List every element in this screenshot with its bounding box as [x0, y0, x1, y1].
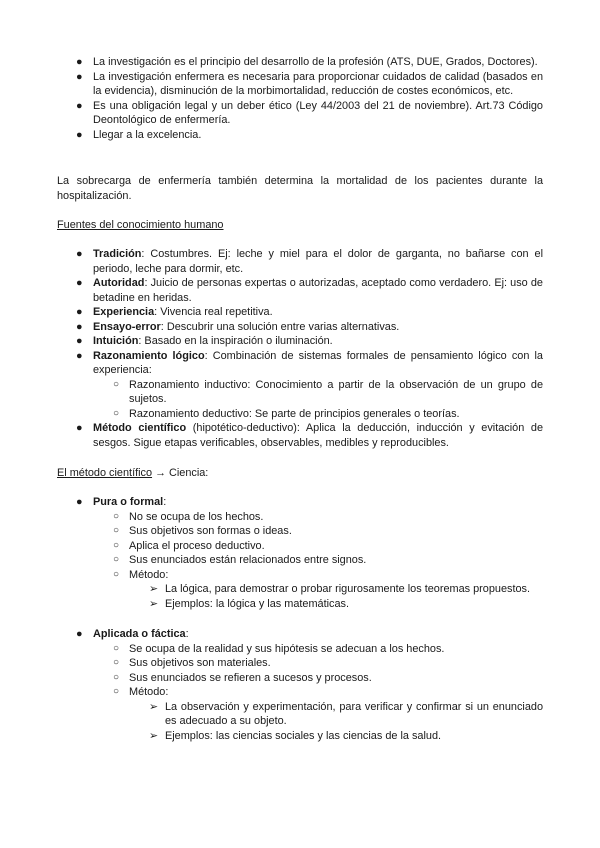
body-paragraph: La sobrecarga de enfermería también determina la mortalidad de los pacientes durante la hospitalización.: [57, 175, 543, 202]
sub-sub-list-item: ➢ Ejemplos: la lógica y las matemáticas.: [149, 597, 350, 610]
list-item: ● Pura o formal:: [76, 496, 167, 508]
list-item: ● Llegar a la excelencia.: [76, 128, 202, 141]
list-item: ● Razonamiento lógico: Combinación de sistemas formales de pensamiento lógico con la experiencia:: [76, 349, 543, 376]
list-item: ● La investigación es el principio del desarrollo de la profesión (ATS, DUE, Grados, Doctores).: [76, 56, 538, 68]
circle-bullet-icon: ○: [113, 510, 120, 522]
bullet-icon: ●: [76, 320, 83, 333]
circle-bullet-icon: ○: [113, 671, 120, 683]
bullet-icon: ●: [76, 349, 83, 362]
circle-bullet-icon: ○: [113, 525, 120, 536]
bullet-icon: ●: [76, 306, 83, 318]
sub-list-item: ○ Sus objetivos son materiales.: [113, 657, 271, 669]
bullet-icon: ●: [76, 99, 83, 112]
circle-bullet-icon: ○: [113, 378, 120, 390]
circle-bullet-icon: ○: [113, 554, 120, 565]
circle-bullet-icon: ○: [113, 539, 120, 551]
bullet-icon: ●: [76, 128, 83, 141]
sub-list-item: ○ Sus enunciados están relacionados entre signos.: [113, 554, 367, 566]
sub-list-item: ○ Razonamiento inductivo: Conocimiento a partir de la observación de un grupo de sujetos.: [113, 378, 543, 405]
circle-bullet-icon: ○: [113, 642, 120, 654]
bullet-icon: ●: [76, 628, 83, 640]
arrow-bullet-icon: ➢: [149, 583, 159, 595]
list-item: ● Método científico (hipotético-deductivo): Aplica la deducción, inducción y evitación de sesgos. Sigue etapas verificables, observables, medibles y reproducibles.: [76, 422, 543, 449]
arrow-bullet-icon: ➢: [149, 597, 159, 610]
list-item: ● Es una obligación legal y un deber ético (Ley 44/2003 del 21 de noviembre). Art.73 Código Deontológico de enfermería.: [76, 99, 543, 126]
sub-list-item: ○ Se ocupa de la realidad y sus hipótesis se adecuan a los hechos.: [113, 642, 445, 655]
sub-list-item: ○ Sus enunciados se refieren a sucesos y procesos.: [113, 671, 372, 684]
list-item: ● Intuición: Basado en la inspiración o iluminación.: [76, 335, 333, 347]
circle-bullet-icon: ○: [113, 686, 120, 697]
bullet-icon: ●: [76, 56, 83, 68]
sub-sub-list-item: ➢ La observación y experimentación, para verificar y confirmar si un enunciado es adecuado a su objeto.: [149, 700, 543, 727]
section-heading-metodo: El método científico → Ciencia:: [57, 467, 209, 479]
sub-list-item: ○ Método:: [113, 568, 169, 581]
sub-list-item: ○ Aplica el proceso deductivo.: [113, 539, 265, 552]
sub-list-item: ○ Sus objetivos son formas o ideas.: [113, 525, 292, 537]
circle-bullet-icon: ○: [113, 568, 120, 580]
aplicada-list: [57, 627, 543, 743]
bullet-icon: ●: [76, 335, 83, 347]
section-heading-fuentes: Fuentes del conocimiento humano: [57, 219, 224, 231]
arrow-bullet-icon: ➢: [149, 700, 159, 713]
sub-sub-list-item: ➢ La lógica, para demostrar o probar rigurosamente los teoremas propuestos.: [149, 583, 531, 595]
pura-list: [57, 495, 543, 611]
bullet-icon: ●: [76, 496, 83, 508]
list-item: ● Aplicada o fáctica:: [76, 628, 189, 640]
fuentes-list: [57, 247, 543, 450]
list-item: ● Tradición: Costumbres. Ej: leche y miel para el dolor de garganta, no bañarse con el periodo, leche para dormir, etc.: [76, 248, 543, 275]
bullet-icon: ●: [76, 70, 83, 83]
list-item: ● Experiencia: Vivencia real repetitiva.: [76, 306, 273, 318]
list-item: ● Ensayo-error: Descubrir una solución entre varias alternativas.: [76, 320, 400, 333]
circle-bullet-icon: ○: [113, 657, 120, 668]
sub-sub-list-item: ➢ Ejemplos: las ciencias sociales y las ciencias de la salud.: [149, 729, 442, 742]
arrow-bullet-icon: ➢: [149, 729, 159, 742]
list-item: ● Autoridad: Juicio de personas expertas o autorizadas, aceptado como verdadero. Ej: uso de betadine en heridas.: [76, 277, 543, 304]
bullet-icon: ●: [76, 248, 83, 260]
intro-list: [57, 55, 543, 142]
list-item: ● La investigación enfermera es necesaria para proporcionar cuidados de calidad (basados en la evidencia), disminución de la morbimortalidad, reducción de costes económicos, etc.: [76, 70, 543, 97]
circle-bullet-icon: ○: [113, 407, 120, 419]
bullet-icon: ●: [76, 277, 83, 289]
sub-list-item: ○ No se ocupa de los hechos.: [113, 510, 264, 523]
bullet-icon: ●: [76, 422, 83, 434]
sub-list-item: ○ Razonamiento deductivo: Se parte de principios generales o teorías.: [113, 407, 460, 420]
sub-list-item: ○ Método:: [113, 686, 169, 698]
